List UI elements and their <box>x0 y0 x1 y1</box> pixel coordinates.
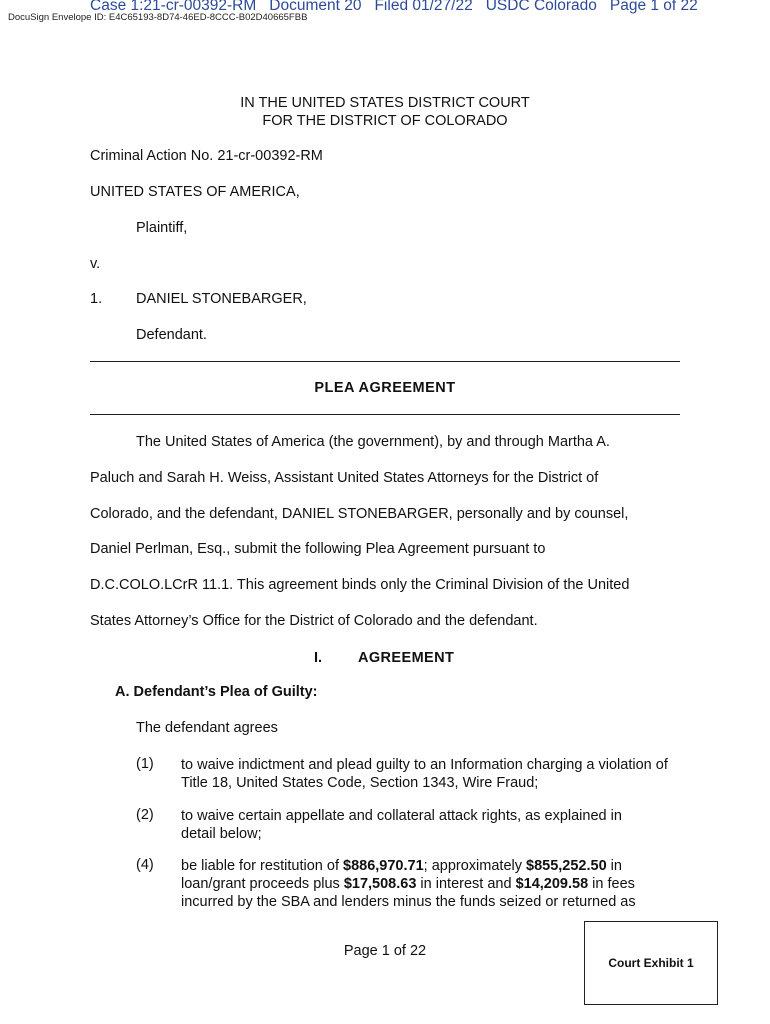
plaintiff-label: Plaintiff, <box>136 220 188 236</box>
defendant-number: 1. <box>90 291 103 307</box>
court-name <box>0 94 770 130</box>
restitution-text: in fees incurred by the SBA and lenders minus the funds seized or returned as <box>181 876 636 910</box>
intro-line: States Attorney’s Office for the District of Colorado and the defendant. <box>90 613 538 629</box>
restitution-text: ; approximately <box>423 858 527 874</box>
restitution-text: be liable for restitution of <box>181 858 344 874</box>
docusign-envelope-id: DocuSign Envelope ID: E4C65193-8D74-46ED-8CCC-B02D40665FBB <box>8 12 308 23</box>
agrees-text: The defendant agrees <box>136 720 278 736</box>
versus-label: v. <box>90 256 101 272</box>
list-item-text: to waive indictment and plead guilty to an Information charging a violation of Title 18, United States Code, Section 1343, Wire Fraud; <box>181 757 668 791</box>
court-label: USDC Colorado <box>485 0 597 14</box>
defendant-label: Defendant. <box>136 327 207 343</box>
list-item-text-restitution <box>181 857 656 911</box>
filed-date: Filed 01/27/22 <box>374 0 473 14</box>
intro-line: D.C.COLO.LCrR 11.1. This agreement binds only the Criminal Division of the United <box>90 577 630 593</box>
list-number: (4) <box>136 857 154 873</box>
document-title: PLEA AGREEMENT <box>314 380 456 396</box>
court-name-line2: FOR THE DISTRICT OF COLORADO <box>262 113 508 129</box>
court-name-line1: IN THE UNITED STATES DISTRICT COURT <box>240 95 530 111</box>
intro-line: The United States of America (the government), by and through Martha A. <box>136 434 610 450</box>
footer-page-number: Page 1 of 22 <box>343 943 427 959</box>
caption-divider-top <box>90 361 680 362</box>
section-numeral: I. <box>314 650 323 666</box>
document-number: Document 20 <box>269 0 362 14</box>
plaintiff-name: UNITED STATES OF AMERICA, <box>90 184 300 200</box>
list-item-text: to waive certain appellate and collateral attack rights, as explained in detail below; <box>181 808 622 842</box>
list-number: (2) <box>136 807 154 823</box>
caption-divider-bottom <box>90 414 680 415</box>
header-page-number: Page 1 of 22 <box>609 0 698 14</box>
intro-line: Paluch and Sarah H. Weiss, Assistant United States Attorneys for the District of <box>90 470 599 486</box>
loan-proceeds-amount: $855,252.50 <box>526 858 607 874</box>
subsection-heading: A. Defendant’s Plea of Guilty: <box>115 684 318 700</box>
restitution-text: in loan/grant proceeds plus <box>181 858 622 892</box>
intro-line: Daniel Perlman, Esq., submit the following Plea Agreement pursuant to <box>90 541 546 557</box>
court-exhibit-label <box>584 921 718 1005</box>
defendant-name: DANIEL STONEBARGER, <box>136 291 307 307</box>
restitution-total: $886,970.71 <box>343 858 424 874</box>
fees-amount: $14,209.58 <box>515 876 589 892</box>
criminal-action-number: Criminal Action No. 21-cr-00392-RM <box>90 148 323 164</box>
restitution-text: in interest and <box>416 876 516 892</box>
interest-amount: $17,508.63 <box>343 876 417 892</box>
case-number: Case 1:21-cr-00392-RM <box>90 0 257 14</box>
list-number: (1) <box>136 756 154 772</box>
intro-line: Colorado, and the defendant, DANIEL STONEBARGER, personally and by counsel, <box>90 506 629 522</box>
section-heading: AGREEMENT <box>358 650 455 666</box>
court-exhibit-text: Court Exhibit 1 <box>608 956 694 970</box>
